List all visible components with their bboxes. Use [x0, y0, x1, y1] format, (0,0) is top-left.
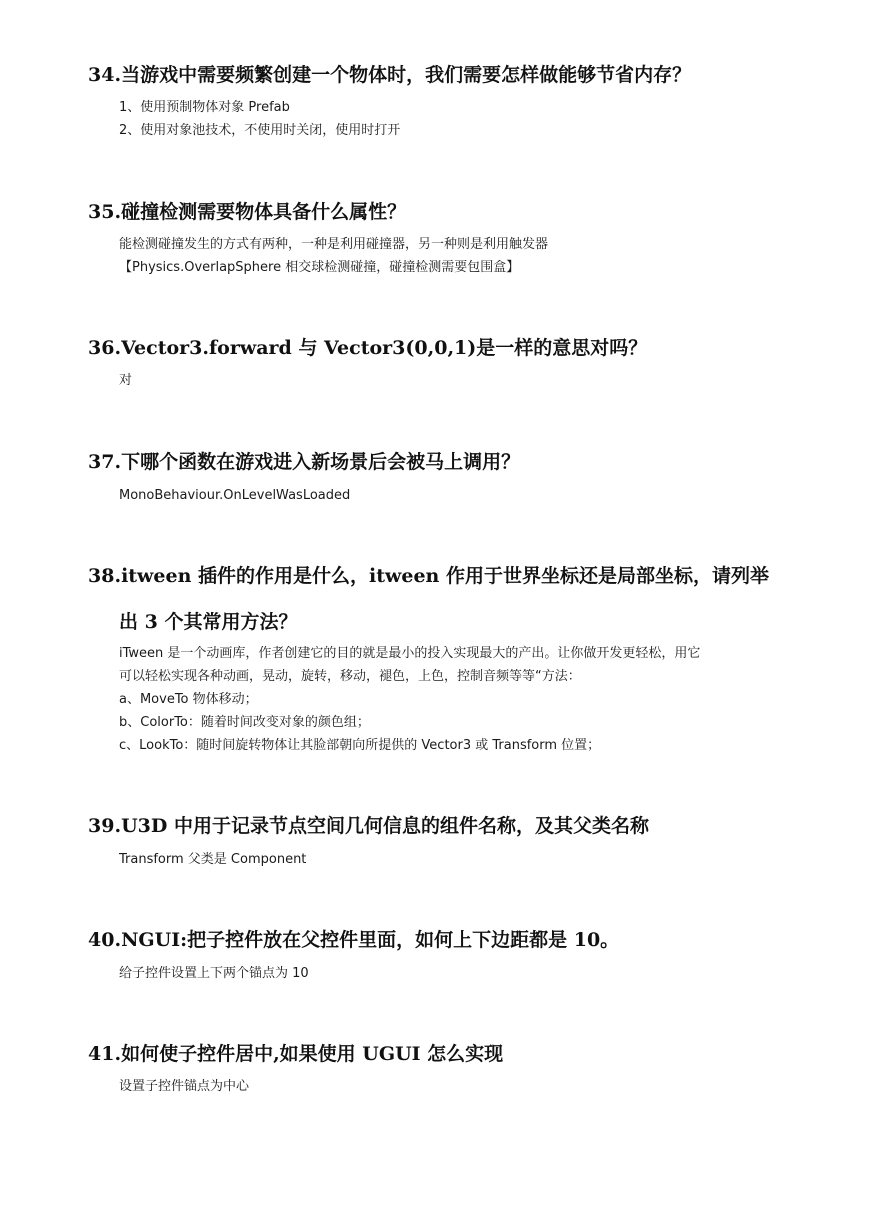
answer-37-line-1: MonoBehaviour.OnLevelWasLoaded [119, 488, 351, 503]
answer-38-line-2: 可以轻松实现各种动画，晃动，旋转，移动，褪色，上色，控制音频等等“方法： [119, 669, 581, 684]
answer-34-line-1: 1、使用预制物体对象 Prefab [119, 100, 290, 115]
question-40-title: 40.NGUI:把子控件放在父控件里面，如何上下边距都是 10。 [88, 929, 620, 951]
answer-34-line-2: 2、使用对象池技术，不使用时关闭，使用时打开 [119, 123, 401, 138]
answer-38-line-5: c、LookTo：随时间旋转物体让其脸部朝向所提供的 Vector3 或 Transform 位置； [119, 738, 601, 753]
answer-35-line-1: 能检测碰撞发生的方式有两种，一种是利用碰撞器，另一种则是利用触发器 [119, 237, 549, 252]
answer-38-line-1: iTween 是一个动画库，作者创建它的目的就是最小的投入实现最大的产出。让你做开发更轻松，用它 [119, 646, 701, 661]
question-34-title: 34.当游戏中需要频繁创建一个物体时，我们需要怎样做能够节省内存？ [88, 64, 692, 86]
question-41-title: 41.如何使子控件居中,如果使用 UGUI 怎么实现 [88, 1043, 504, 1065]
answer-38-line-4: b、ColorTo：随着时间改变对象的颜色组； [119, 715, 370, 730]
answer-36-line-1: 对 [119, 373, 133, 388]
question-37-title: 37.下哪个函数在游戏进入新场景后会被马上调用？ [88, 451, 521, 473]
answer-35-line-2: 【Physics.OverlapSphere 相交球检测碰撞，碰撞检测需要包围盒】 [119, 260, 520, 275]
answer-39-line-1: Transform 父类是 Component [119, 852, 307, 867]
question-38-title-continued: 出 3 个其常用方法？ [119, 611, 298, 633]
question-35-title: 35.碰撞检测需要物体具备什么属性？ [88, 201, 407, 223]
answer-38-line-3: a、MoveTo 物体移动； [119, 692, 258, 707]
question-36-title: 36.Vector3.forward 与 Vector3(0,0,1)是一样的意思对吗？ [88, 337, 648, 359]
answer-41-line-1: 设置子控件锚点为中心 [119, 1079, 250, 1094]
question-39-title: 39.U3D 中用于记录节点空间几何信息的组件名称，及其父类名称 [88, 815, 649, 837]
answer-40-line-1: 给子控件设置上下两个锚点为 10 [119, 966, 309, 981]
question-38-title: 38.itween 插件的作用是什么，itween 作用于世界坐标还是局部坐标，请列举 [88, 565, 769, 587]
